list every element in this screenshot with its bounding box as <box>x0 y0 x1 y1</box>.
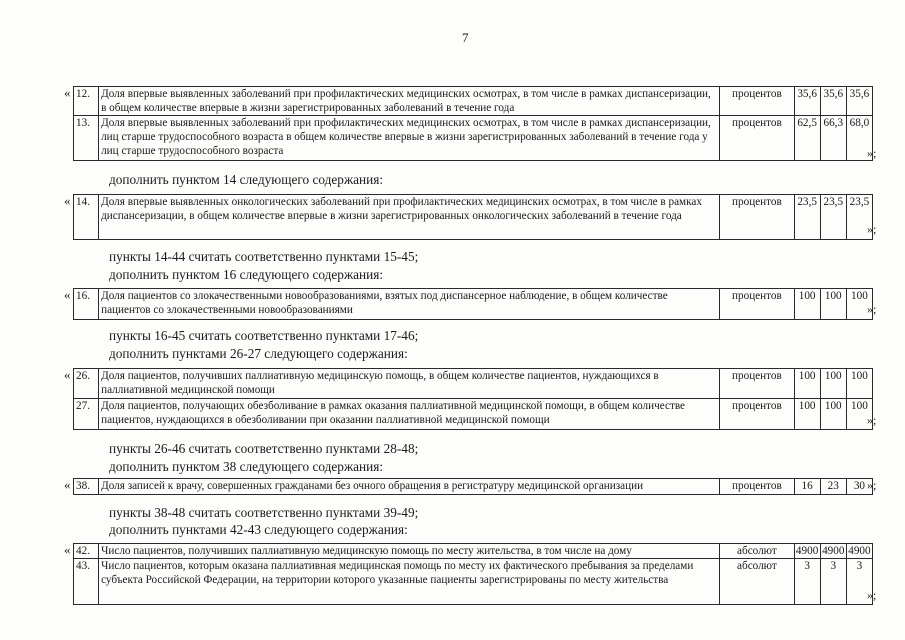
row-unit: процентов <box>720 369 794 399</box>
row-value-3: 30 <box>846 479 872 495</box>
row-number: 13. <box>74 116 99 161</box>
row-unit: абсолют <box>720 559 794 605</box>
row-text: Доля пациентов со злокачественными новообразованиями, взятых под диспансерное наблюдение, в общем количестве пациентов со злокачественными новообразованиями <box>99 289 720 320</box>
row-text: Доля впервые выявленных онкологических заболеваний при профилактических медицинских осмотрах, в том числе в рамках диспансеризации, в общем количестве впервые в жизни зарегистрированных онкологических заболеваний в течение года <box>99 195 720 240</box>
row-value-1: 16 <box>794 479 820 495</box>
row-text: Доля записей к врачу, совершенных гражданами без очного обращения в регистратуру медицинской организации <box>99 479 720 495</box>
row-value-3: 23,5 <box>846 195 872 240</box>
row-number: 38. <box>74 479 99 495</box>
row-value-1: 4900 <box>795 545 819 557</box>
row-text: Число пациентов, получивших паллиативную медицинскую помощь по месту жительства, в том числе на дому <box>99 544 720 559</box>
row-unit: процентов <box>720 479 794 495</box>
row-value-2: 3 <box>820 559 846 605</box>
row-value-3: 4900 <box>848 545 871 557</box>
row-number: 14. <box>74 195 99 240</box>
indicator-table <box>73 478 873 495</box>
row-value-1: 62,5 <box>794 116 820 161</box>
instruction-line: пункты 14-44 считать соответственно пунктами 15-45; <box>109 249 419 264</box>
instruction-line: дополнить пунктами 26-27 следующего содержания: <box>109 346 408 361</box>
row-value-3: 35,6 <box>846 87 872 116</box>
row-number: 12. <box>74 87 99 116</box>
instruction-line: пункты 16-45 считать соответственно пунктами 17-46; <box>109 328 419 343</box>
table-row <box>74 399 873 430</box>
row-number: 42. <box>74 544 99 559</box>
row-value-2: 23 <box>820 479 846 495</box>
row-value-2: 35,6 <box>820 87 846 116</box>
page-number: 7 <box>462 30 469 45</box>
row-value-3: 68,0 <box>846 116 872 161</box>
indicator-table <box>73 368 873 430</box>
instruction-line: дополнить пунктами 42-43 следующего содержания: <box>109 522 408 537</box>
instruction-line: дополнить пунктом 16 следующего содержания: <box>109 267 384 282</box>
close-quote: »; <box>867 478 877 492</box>
row-number: 27. <box>74 399 99 430</box>
row-value-1: 35,6 <box>794 87 820 116</box>
row-unit: процентов <box>720 116 794 161</box>
row-value-3: 100 <box>846 289 872 320</box>
table-row <box>74 289 873 320</box>
row-value-1: 23,5 <box>794 195 820 240</box>
close-quote: »; <box>867 302 877 316</box>
row-value-2: 100 <box>820 289 846 320</box>
row-number: 16. <box>74 289 99 320</box>
row-text: Доля впервые выявленных заболеваний при профилактических медицинских осмотрах, в том числе в рамках диспансеризации, в общем количестве впервые в жизни зарегистрированных заболеваний в течение года <box>99 87 720 116</box>
row-unit: процентов <box>720 195 794 240</box>
table-row <box>74 479 873 495</box>
row-value-1: 3 <box>794 559 820 605</box>
row-number: 43. <box>74 559 99 605</box>
close-quote: »; <box>867 146 877 160</box>
row-text: Доля впервые выявленных заболеваний при профилактических медицинских осмотрах, в том числе в рамках диспансеризации, лиц старше трудоспособного возраста в общем количестве впервые в жизни зарегистрированных заболеваний в течение года у лиц старше трудоспособного возраста <box>99 116 720 161</box>
indicator-table <box>73 86 873 161</box>
table-row <box>74 544 873 559</box>
table-row <box>74 87 873 116</box>
instruction-line: пункты 26-46 считать соответственно пунктами 28-48; <box>109 441 419 456</box>
row-unit: абсолют <box>720 544 794 559</box>
close-quote: »; <box>867 413 877 427</box>
row-value-3: 3 <box>846 559 872 605</box>
row-value-3: 100 <box>846 369 872 399</box>
open-quote: « <box>64 477 71 492</box>
row-value-2: 4900 <box>822 545 845 557</box>
instruction-line: дополнить пунктом 38 следующего содержания: <box>109 459 384 474</box>
close-quote: »; <box>867 222 877 236</box>
open-quote: « <box>64 287 71 302</box>
open-quote: « <box>64 85 71 100</box>
table-row <box>74 369 873 399</box>
row-value-3: 100 <box>846 399 872 430</box>
row-unit: процентов <box>720 289 794 320</box>
row-text: Доля пациентов, получающих обезболивание в рамках оказания паллиативной медицинской помощи, в общем количестве пациентов, нуждающихся в обезболивании при оказании паллиативной медицинской помощи <box>99 399 720 430</box>
indicator-table <box>73 288 873 320</box>
row-value-2: 100 <box>820 399 846 430</box>
row-unit: процентов <box>720 87 794 116</box>
instruction-line: пункты 38-48 считать соответственно пунктами 39-49; <box>109 505 419 520</box>
indicator-table <box>73 543 873 605</box>
row-number: 26. <box>74 369 99 399</box>
row-value-2: 66,3 <box>820 116 846 161</box>
row-value-2: 23,5 <box>820 195 846 240</box>
indicator-table <box>73 194 873 240</box>
close-quote: »; <box>867 588 877 602</box>
instruction-line: дополнить пунктом 14 следующего содержания: <box>109 172 384 187</box>
row-value-2: 100 <box>820 369 846 399</box>
row-unit: процентов <box>720 399 794 430</box>
table-row <box>74 116 873 161</box>
row-text: Доля пациентов, получивших паллиативную медицинскую помощь, в общем количестве пациентов, нуждающихся в паллиативной медицинской помощи <box>99 369 720 399</box>
open-quote: « <box>64 193 71 208</box>
open-quote: « <box>64 542 71 557</box>
table-row <box>74 559 873 605</box>
row-value-1: 100 <box>794 289 820 320</box>
row-value-1: 100 <box>794 399 820 430</box>
row-value-1: 100 <box>794 369 820 399</box>
table-row <box>74 195 873 240</box>
open-quote: « <box>64 367 71 382</box>
row-text: Число пациентов, которым оказана паллиативная медицинская помощь по месту их фактического пребывания за пределами субъекта Российской Федерации, на территории которого указанные пациенты зарегистрированы по месту жительства <box>99 559 720 605</box>
